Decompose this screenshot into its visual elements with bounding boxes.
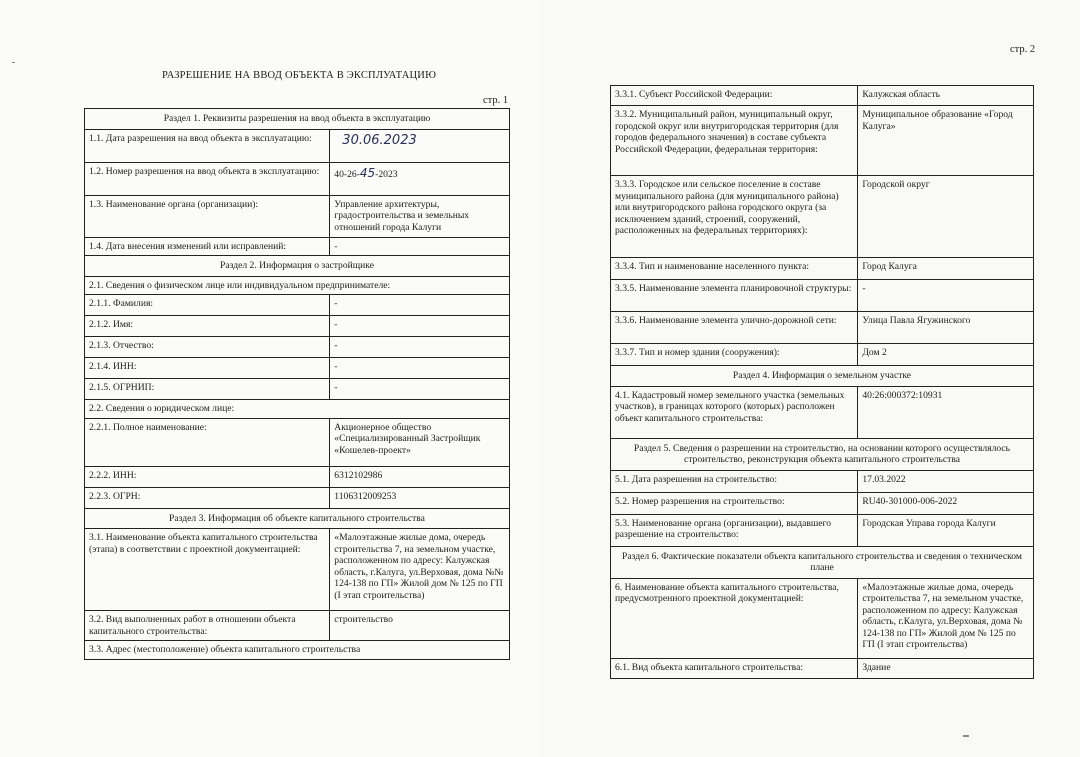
table-row <box>611 86 1034 106</box>
table-row <box>611 280 1034 312</box>
permit-table-page-1 <box>84 108 510 660</box>
field-value: Акционерное общество «Специализированный Застройщик «Кошелев-проект» <box>330 418 510 466</box>
field-value <box>330 162 510 195</box>
field-label: 1.1. Дата разрешения на ввод объекта в эксплуатацию: <box>85 129 330 162</box>
field-label: 3.3.6. Наименование элемента улично-дорожной сети: <box>611 312 858 344</box>
field-value: Город Калуга <box>858 258 1034 280</box>
table-row <box>611 514 1034 546</box>
field-label: 2.1.2. Имя: <box>85 316 330 337</box>
field-label: 3.2. Вид выполненных работ в отношении объекта капитального строительства: <box>85 611 330 641</box>
subsection-label: 2.1. Сведения о физическом лице или индивидуальном предпринимателе: <box>85 276 510 295</box>
field-value: RU40-301000-006-2022 <box>858 492 1034 514</box>
field-label: 3.3.2. Муниципальный район, муниципальный округ, городской округ или внутригородская территория (для городов федерального значения) в составе субъекта Российской Федерации, федеральная территория: <box>611 106 858 176</box>
table-row <box>85 379 510 400</box>
field-value: 17.03.2022 <box>858 470 1034 492</box>
table-row <box>85 466 510 487</box>
section-3-header: Раздел 3. Информация об объекте капитального строительства <box>85 508 510 529</box>
field-label: 3.3.4. Тип и наименование населенного пункта: <box>611 258 858 280</box>
table-row <box>611 470 1034 492</box>
field-value: - <box>330 295 510 316</box>
table-row <box>85 237 510 256</box>
table-row <box>85 358 510 379</box>
field-value: «Малоэтажные жилые дома, очередь строительства 7, на земельном участке, расположенном по адресу: Калужская область, г.Калуга, ул.Верховая, дома № 124-138 по ГП» Жилой дом № 125 по ГП (I этап строительства) <box>858 578 1034 658</box>
field-label: 4.1. Кадастровый номер земельного участка (земельных участков), в границах которого (которых) расположен объект капитального строительства: <box>611 386 858 438</box>
field-value: 40:26:000372:10931 <box>858 386 1034 438</box>
section-2-header: Раздел 2. Информация о застройщике <box>85 256 510 277</box>
page-number-1: стр. 1 <box>483 95 509 106</box>
section-1-header: Раздел 1. Реквизиты разрешения на ввод объекта в эксплуатацию <box>85 109 510 130</box>
table-row <box>611 176 1034 258</box>
field-value: Городская Управа города Калуги <box>858 514 1034 546</box>
scan-speck <box>963 735 969 737</box>
permit-number-suffix: -2023 <box>375 168 398 180</box>
field-value: Улица Павла Ягужинского <box>858 312 1034 344</box>
section-4-header: Раздел 4. Информация о земельном участке <box>611 366 1034 387</box>
document-title: РАЗРЕШЕНИЕ НА ВВОД ОБЪЕКТА В ЭКСПЛУАТАЦИЮ <box>162 70 437 81</box>
table-row <box>611 106 1034 176</box>
field-label: 1.4. Дата внесения изменений или исправлений: <box>85 237 330 256</box>
table-row <box>85 276 510 295</box>
page-number-2: стр. 2 <box>1010 44 1036 55</box>
subsection-label: 2.2. Сведения о юридическом лице: <box>85 400 510 419</box>
field-value: - <box>858 280 1034 312</box>
table-row <box>611 258 1034 280</box>
table-row <box>85 611 510 641</box>
permit-number-prefix: 40-26- <box>334 168 360 180</box>
section-6-header: Раздел 6. Фактические показатели объекта капитального строительства и сведения о техническом плане <box>611 546 1034 578</box>
table-row <box>85 400 510 419</box>
table-row <box>611 578 1034 658</box>
table-row <box>611 366 1034 387</box>
field-value: - <box>330 358 510 379</box>
table-row <box>85 162 510 195</box>
table-row <box>85 195 510 237</box>
field-label: 2.2.2. ИНН: <box>85 466 330 487</box>
field-label: 2.1.5. ОГРНИП: <box>85 379 330 400</box>
table-row <box>611 492 1034 514</box>
field-label: 2.2.1. Полное наименование: <box>85 418 330 466</box>
table-row <box>85 508 510 529</box>
field-value: Здание <box>858 658 1034 678</box>
field-value: Муниципальное образование «Город Калуга» <box>858 106 1034 176</box>
table-row <box>85 316 510 337</box>
field-label: 1.3. Наименование органа (организации): <box>85 195 330 237</box>
table-row <box>85 641 510 660</box>
field-value: Управление архитектуры, градостроительства и земельных отношений города Калуги <box>330 195 510 237</box>
table-row <box>85 295 510 316</box>
field-value: Дом 2 <box>858 344 1034 366</box>
field-value: строительство <box>330 611 510 641</box>
table-row <box>85 337 510 358</box>
table-row <box>611 344 1034 366</box>
table-row <box>85 256 510 277</box>
field-label: 3.3.7. Тип и номер здания (сооружения): <box>611 344 858 366</box>
table-row <box>611 658 1034 678</box>
field-label: 2.1.4. ИНН: <box>85 358 330 379</box>
field-value: - <box>330 316 510 337</box>
field-label: 6.1. Вид объекта капитального строительства: <box>611 658 858 678</box>
table-row <box>611 438 1034 470</box>
field-label: 3.1. Наименование объекта капитального строительства (этапа) в соответствии с проектной документацией: <box>85 529 330 611</box>
field-label: 1.2. Номер разрешения на ввод объекта в эксплуатацию: <box>85 162 330 195</box>
handwritten-date: 30.06.2023 <box>342 132 417 148</box>
field-value: - <box>330 237 510 256</box>
field-value: «Малоэтажные жилые дома, очередь строительства 7, на земельном участке, расположенном по адресу: Калужская область, г.Калуга, ул.Верховая, дома №№ 124-138 по ГП» Жилой дом № 125 по ГП (I этап строительства) <box>330 529 510 611</box>
table-row <box>611 312 1034 344</box>
field-label: 3.3.5. Наименование элемента планировочной структуры: <box>611 280 858 312</box>
table-row <box>85 109 510 130</box>
table-row <box>611 386 1034 438</box>
table-row <box>85 529 510 611</box>
field-value: Городской округ <box>858 176 1034 258</box>
handwritten-permit-number: 45 <box>359 165 376 180</box>
field-label: 2.1.3. Отчество: <box>85 337 330 358</box>
scan-speck <box>12 62 15 63</box>
field-label: 5.3. Наименование органа (организации), выдавшего разрешение на строительство: <box>611 514 858 546</box>
field-label: 5.2. Номер разрешения на строительство: <box>611 492 858 514</box>
table-row <box>611 546 1034 578</box>
field-label: 2.1.1. Фамилия: <box>85 295 330 316</box>
subsection-label: 3.3. Адрес (местоположение) объекта капитального строительства <box>85 641 510 660</box>
field-value: 6312102986 <box>330 466 510 487</box>
field-label: 6. Наименование объекта капитального строительства, предусмотренного проектной документацией: <box>611 578 858 658</box>
field-label: 5.1. Дата разрешения на строительство: <box>611 470 858 492</box>
table-row <box>85 487 510 508</box>
field-label: 3.3.3. Городское или сельское поселение в составе муниципального района (для муниципального района) или внутригородского района городского округа (за исключением зданий, строений, сооружений, расположенных на федеральных территориях): <box>611 176 858 258</box>
field-value: 1106312009253 <box>330 487 510 508</box>
field-value: - <box>330 379 510 400</box>
field-value: Калужская область <box>858 86 1034 106</box>
table-row <box>85 129 510 162</box>
field-label: 3.3.1. Субъект Российской Федерации: <box>611 86 858 106</box>
permit-table-page-2 <box>610 85 1034 679</box>
field-label: 2.2.3. ОГРН: <box>85 487 330 508</box>
field-value <box>330 129 510 162</box>
table-row <box>85 418 510 466</box>
field-value: - <box>330 337 510 358</box>
section-5-header: Раздел 5. Сведения о разрешении на строительство, на основании которого осуществлялось строительство, реконструкция объекта капитального строительства <box>611 438 1034 470</box>
